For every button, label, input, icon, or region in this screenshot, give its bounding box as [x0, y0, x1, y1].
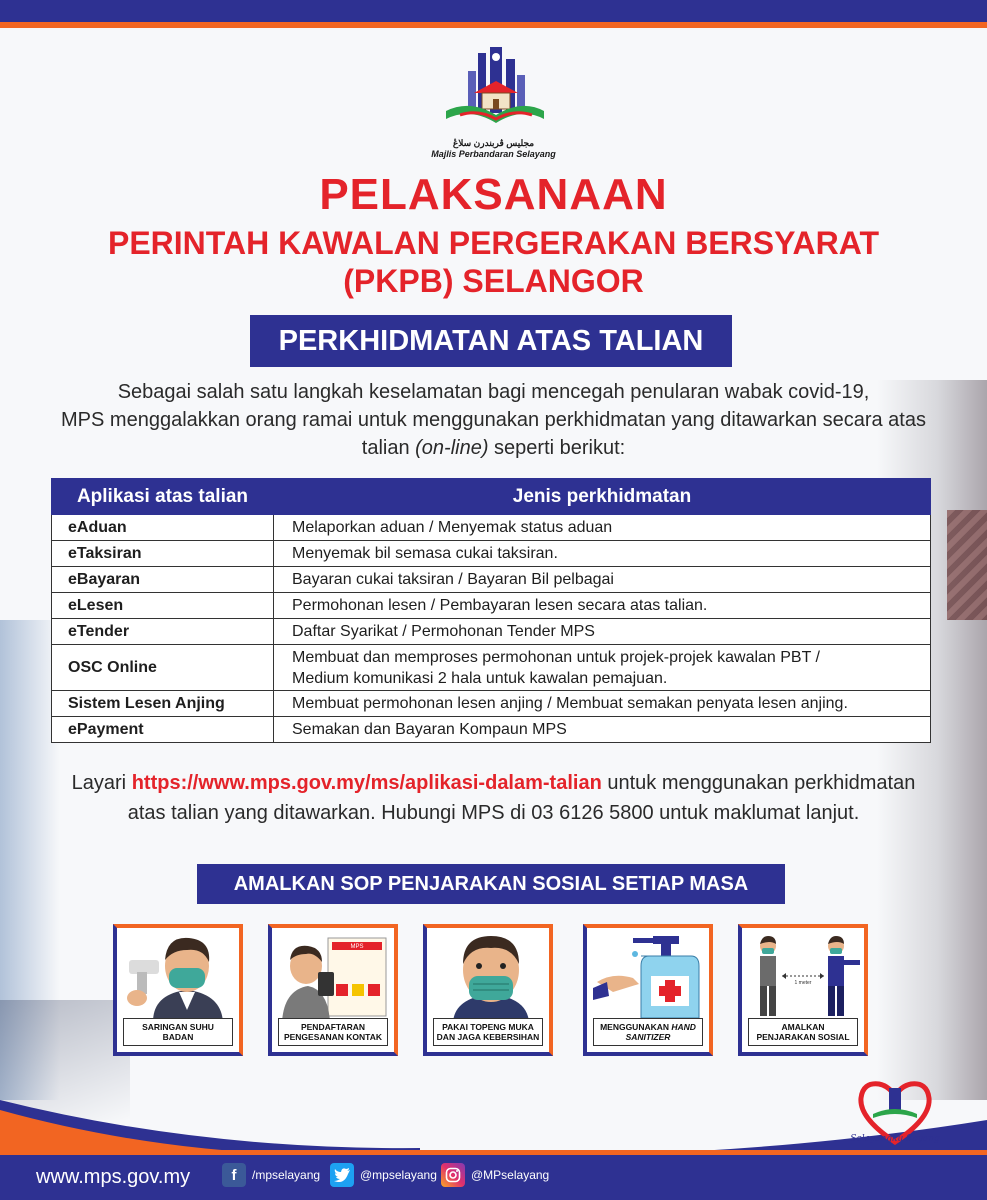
facebook-link[interactable] [222, 1163, 320, 1187]
sop-card-caption: PENDAFTARAN PENGESANAN KONTAK [278, 1018, 388, 1046]
table-row [52, 645, 931, 691]
table-row [52, 515, 931, 541]
table-cell-app: eAduan [52, 515, 274, 541]
table-cell-service: Melaporkan aduan / Menyemak status aduan [274, 515, 931, 541]
slogan-text: Selayangku Sayang [850, 1134, 940, 1144]
table-row [52, 691, 931, 717]
background-roof [947, 510, 987, 620]
subtitle-line-1: PERINTAH KAWALAN PERGERAKAN BERSYARAT [107, 225, 879, 261]
services-table [51, 478, 931, 743]
top-orange-stripe [0, 22, 987, 28]
table-cell-service: Permohonan lesen / Pembayaran lesen secara atas talian. [274, 593, 931, 619]
poster-text: MPS [350, 944, 364, 950]
sop-card-caption: PAKAI TOPENG MUKA DAN JAGA KEBERSIHAN [433, 1018, 543, 1046]
temperature-scan-illustration [123, 932, 241, 1022]
table-cell-app: eTaksiran [52, 541, 274, 567]
sop-card-caption [593, 1018, 703, 1046]
table-cell-app: OSC Online [52, 645, 274, 691]
table-cell-app: eLesen [52, 593, 274, 619]
table-cell-app: Sistem Lesen Anjing [52, 691, 274, 717]
page-title: PELAKSANAAN [319, 170, 668, 219]
sop-card-temperature [113, 924, 243, 1056]
table-cell-app: eBayaran [52, 567, 274, 593]
table-row [52, 567, 931, 593]
sop-card-contact-tracing [268, 924, 398, 1056]
service-line-2: Medium komunikasi 2 hala untuk kawalan pemajuan. [292, 669, 668, 687]
sanitizer-caption-italic: HAND SANITIZER [625, 1022, 696, 1042]
table-cell-app: eTender [52, 619, 274, 645]
hand-sanitizer-illustration [593, 932, 711, 1022]
intro-line-3 [30, 434, 957, 462]
logo-caption [400, 138, 587, 159]
visit-text [30, 768, 957, 828]
visit-line-2: atas talian yang ditawarkan. Hubungi MPS di 03 6126 5800 untuk maklumat lanjut. [127, 802, 860, 824]
twitter-handle: @mpselayang [360, 1168, 437, 1182]
sanitizer-caption-plain: MENGGUNAKAN [600, 1022, 672, 1032]
instagram-icon [441, 1163, 465, 1187]
subtitle-line-2: (PKPB) SELANGOR [343, 263, 644, 299]
intro-line-3-suffix: seperti berikut: [488, 437, 626, 459]
sop-cards [113, 924, 873, 1064]
intro-online-italic: (on-line) [415, 437, 489, 459]
contact-tracing-illustration [278, 932, 396, 1022]
visit-suffix: untuk menggunakan perkhidmatan [601, 772, 916, 794]
section-title-banner: PERKHIDMATAN ATAS TALIAN [250, 315, 732, 367]
instagram-handle: @MPselayang [471, 1168, 550, 1182]
table-header-service: Jenis perkhidmatan [274, 479, 931, 515]
instagram-link[interactable] [441, 1163, 549, 1187]
intro-line-2: MPS menggalakkan orang ramai untuk menggunakan perkhidmatan yang ditawarkan secara atas [61, 409, 926, 431]
table-header-row [52, 479, 931, 515]
logo-caption-latin: Majlis Perbandaran Selayang [431, 149, 556, 159]
intro-line-1: Sebagai salah satu langkah keselamatan bagi mencegah penularan wabak covid-19, [117, 381, 870, 403]
sop-card-caption: AMALKAN PENJARAKAN SOSIAL [748, 1018, 858, 1046]
sop-title-banner: AMALKAN SOP PENJARAKAN SOSIAL SETIAP MASA [197, 864, 785, 904]
visit-prefix: Layari [71, 772, 132, 794]
table-cell-service: Semakan dan Bayaran Kompaun MPS [274, 717, 931, 743]
sop-card-distancing [738, 924, 868, 1056]
twitter-link[interactable] [330, 1163, 437, 1187]
table-row [52, 593, 931, 619]
visit-line-1 [30, 768, 957, 798]
table-header-app: Aplikasi atas talian [52, 479, 274, 515]
visit-url-link[interactable]: https://www.mps.gov.my/ms/aplikasi-dalam-talian [131, 772, 602, 794]
sop-card-caption: SARINGAN SUHU BADAN [123, 1018, 233, 1046]
table-cell-service: Daftar Syarikat / Permohonan Tender MPS [274, 619, 931, 645]
table-cell-service: Menyemak bil semasa cukai taksiran. [274, 541, 931, 567]
top-navy-bar [0, 0, 987, 22]
footer-website-link[interactable]: www.mps.gov.my [36, 1166, 191, 1188]
distance-label: 1 meter [794, 980, 812, 986]
intro-text [30, 378, 957, 462]
table-cell-service: Bayaran cukai taksiran / Bayaran Bil pelbagai [274, 567, 931, 593]
facebook-handle: /mpselayang [252, 1168, 321, 1182]
table-cell-app: ePayment [52, 717, 274, 743]
social-distancing-illustration [748, 932, 866, 1022]
sop-card-sanitizer [583, 924, 713, 1056]
service-line-1: Membuat dan memproses permohonan untuk projek-projek kawalan PBT / [292, 648, 820, 666]
sop-card-face-mask [423, 924, 553, 1056]
page-subtitle [0, 224, 987, 300]
table-cell-service [274, 645, 931, 691]
twitter-icon [330, 1163, 354, 1187]
table-row [52, 717, 931, 743]
table-cell-service: Membuat permohonan lesen anjing / Membuat semakan penyata lesen anjing. [274, 691, 931, 717]
intro-line-3-prefix: talian [361, 437, 416, 459]
logo-caption-arabic: مجليس ڤربندرن سلاڠ [452, 138, 535, 148]
face-mask-illustration [433, 932, 551, 1022]
table-row [52, 619, 931, 645]
table-row [52, 541, 931, 567]
facebook-icon: f [222, 1163, 246, 1187]
